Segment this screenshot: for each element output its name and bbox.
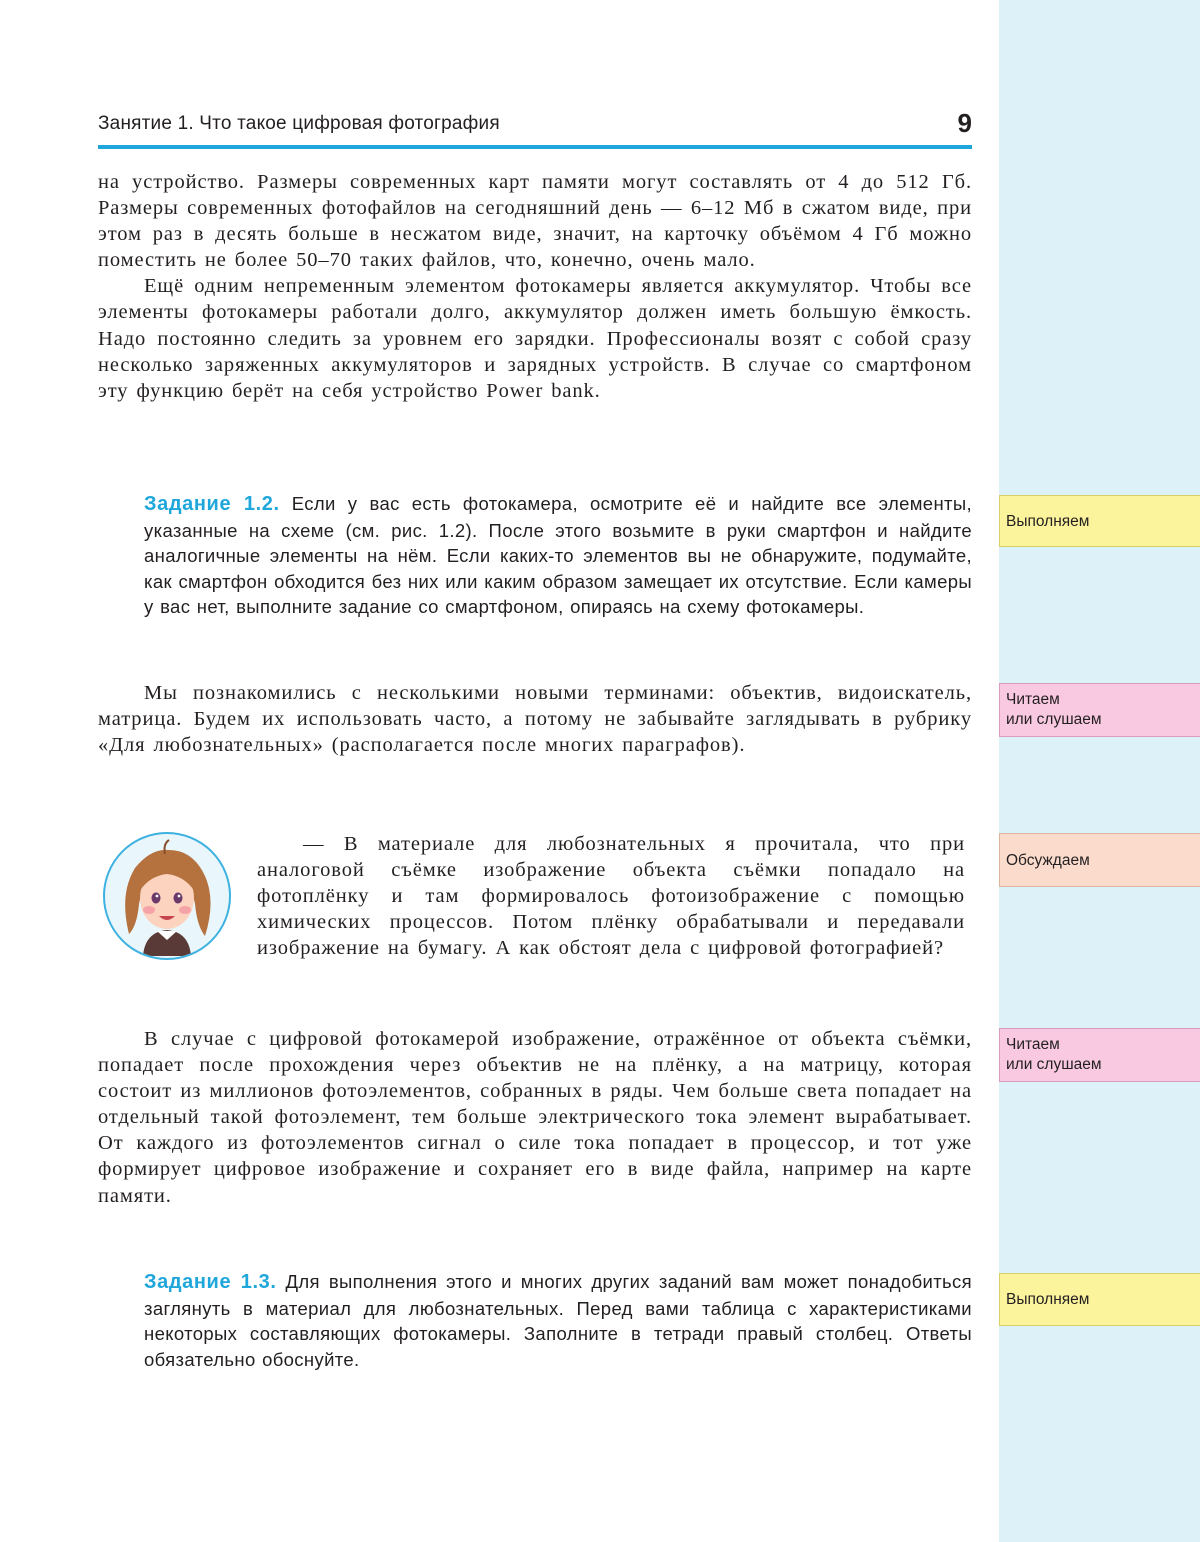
margin-label-text: или слушаем [1006, 711, 1102, 728]
margin-label-read-listen [999, 1028, 1200, 1082]
text-section-memory [98, 169, 972, 404]
task-1-3 [144, 1269, 972, 1372]
task-1-2-text: Если у вас есть фотокамера, осмотрите её и найдите все элементы, указанные на схеме (см. рис. 1.2). После этого возьмите в руки смартфон и найдите аналогичные элементы на нём. Если каких-то элементов вы не обнаружите, подумайте, как смартфон обходится без них или каким образом замещает их отсутствие. Если камеры у вас нет, выполните задание со смартфоном, опираясь на схему фотокамеры. [144, 493, 972, 617]
chapter-title: Занятие 1. Что такое цифровая фотография [98, 113, 500, 134]
margin-label-perform [999, 495, 1200, 547]
dialog-replica: — В материале для любознательных я прочитала, что при аналоговой съёмке изображение объекта съёмки попадало на фотоплёнку и там формировалось фотоизображение с помощью химических процессов. Потом плёнку обрабатывали и передавали изображение на бумагу. А как обстоят дела с цифровой фотографией? [257, 833, 965, 960]
margin-label-text: Выполняем [1006, 513, 1090, 530]
task-1-3-text: Для выполнения этого и многих других заданий вам может понадобиться заглянуть в материал для любознательных. Перед вами таблица с характеристиками некоторых составляющих фотокамеры. Заполните в тетради правый столбец. Ответы обязательно обоснуйте. [144, 1271, 972, 1370]
dialog-text [257, 831, 965, 961]
girl-avatar-icon [103, 832, 231, 960]
text-section-terms [98, 680, 972, 758]
paragraph-battery: Ещё одним непременным элементом фотокамеры является аккумулятор. Чтобы все элементы фотокамеры работали долго, аккумулятор должен иметь большую ёмкость. Надо постоянно следить за уровнем его зарядки. Профессионалы возят с собой сразу несколько заряженных аккумуляторов и зарядных устройств. В случае со смартфоном эту функцию берёт на себя устройство Power bank. [98, 275, 972, 402]
margin-label-text: Выполняем [1006, 1291, 1090, 1308]
margin-label-discuss [999, 833, 1200, 887]
task-1-2 [144, 491, 972, 620]
task-1-3-label: Задание 1.3. [144, 1271, 277, 1293]
paragraph-digital-camera: В случае с цифровой фотокамерой изображение, отражённое от объекта съёмки, попадает после прохождения через объектив не на плёнку, а на матрицу, которая состоит из миллионов фотоэлементов, собранных в ряды. Чем больше света попадает на отдельный такой фотоэлемент, тем больше электрического тока элемент вырабатывает. От каждого из фотоэлементов сигнал о силе тока попадает в процессор, и тот уже формирует цифровое изображение и сохраняет его в виде файла, например на карте памяти. [98, 1028, 972, 1207]
paragraph-memory-cards: на устройство. Размеры современных карт памяти могут составлять от 4 до 512 Гб. Размеры современных фотофайлов на сегодняшний день — 6–12 Мб в сжатом виде, при этом раз в десять больше в несжатом виде, значит, на карточку объёмом 4 Гб можно поместить не более 50–70 таких файлов, что, конечно, очень мало. [98, 171, 972, 272]
page-number: 9 [957, 108, 972, 138]
margin-label-perform [999, 1273, 1200, 1326]
margin-label-text: Обсуждаем [1006, 852, 1090, 869]
header-divider [98, 145, 972, 149]
text-section-digital [98, 1026, 972, 1209]
margin-label-text: Читаем [1006, 691, 1060, 708]
paragraph-terms: Мы познакомились с несколькими новыми терминами: объектив, видоискатель, матрица. Будем их использовать часто, а потому не забывайте заглядывать в рубрику «Для любознательных» (располагается после многих параграфов). [98, 682, 972, 757]
margin-label-text: Читаем [1006, 1036, 1060, 1053]
margin-label-read-listen [999, 683, 1200, 737]
task-1-2-label: Задание 1.2. [144, 493, 280, 515]
margin-label-text: или слушаем [1006, 1056, 1102, 1073]
